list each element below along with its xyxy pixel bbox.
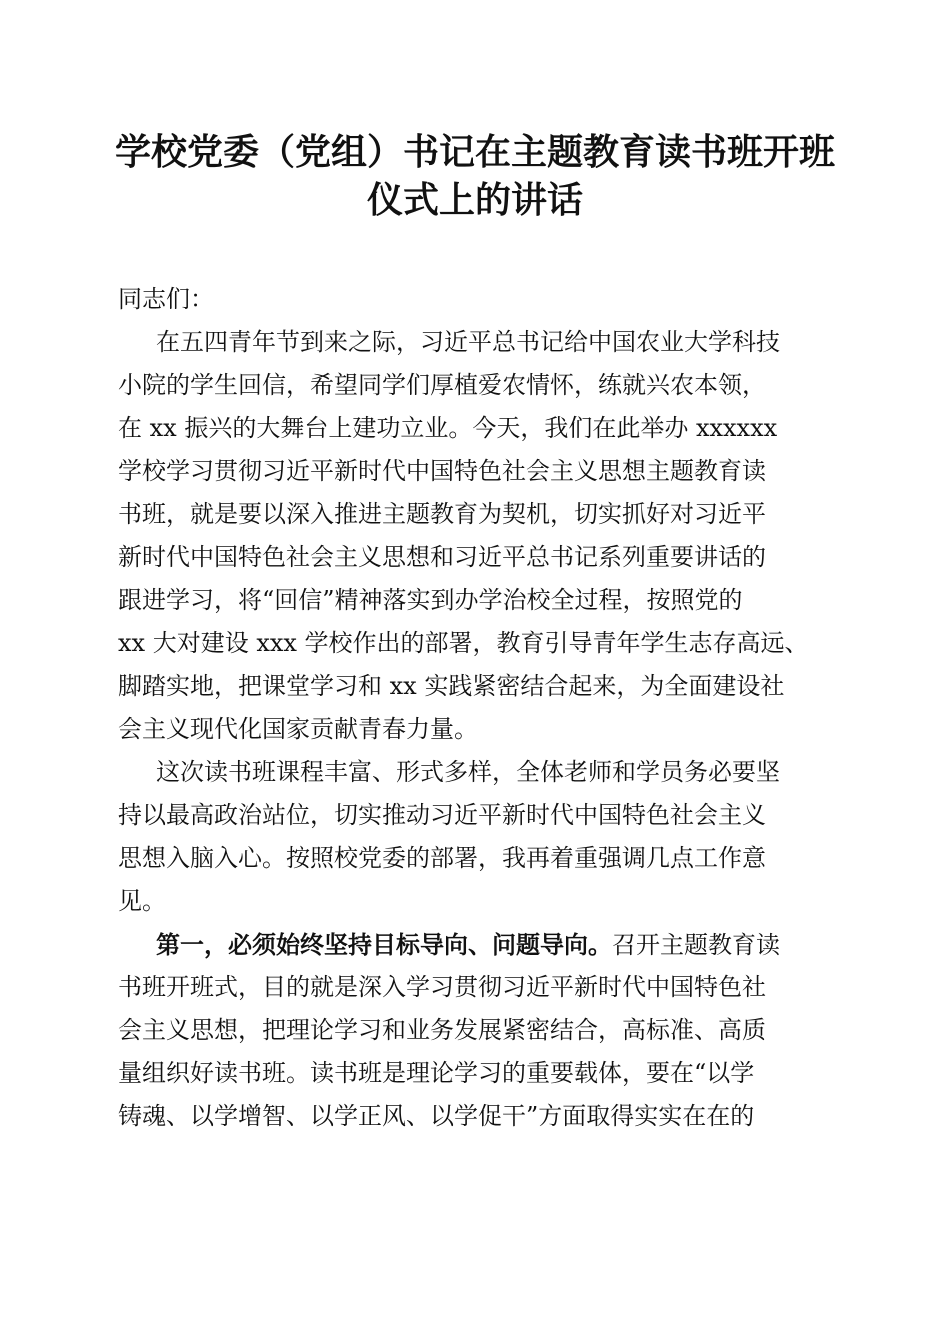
- paragraph-3-first-line: [118, 923, 830, 966]
- title-line-1: 学校党委（党组）书记在主题教育读书班开班: [114, 131, 835, 173]
- document-title: [110, 128, 840, 224]
- paragraph-3-line: 量组织好读书班。读书班是理论学习的重要载体，要在“以学: [118, 1059, 755, 1087]
- paragraph-1-line: 脚踏实地，把课堂学习和 xx 实践紧密结合起来，为全面建设社: [118, 672, 785, 700]
- paragraph-1-line: 在五四青年节到来之际，习近平总书记给中国农业大学科技: [156, 328, 780, 356]
- paragraph-2-line: 这次读书班课程丰富、形式多样，全体老师和学员务必要坚: [156, 758, 780, 786]
- paragraph-1-line: 书班，就是要以深入推进主题教育为契机，切实抓好对习近平: [118, 500, 766, 528]
- paragraph-3-line: 书班开班式，目的就是深入学习贯彻习近平新时代中国特色社: [118, 973, 766, 1001]
- paragraph-2-line: 思想入脑入心。按照校党委的部署，我再着重强调几点工作意: [118, 844, 766, 872]
- title-line-2: 仪式上的讲话: [366, 179, 583, 221]
- paragraph-1-line: 小院的学生回信，希望同学们厚植爱农情怀，练就兴农本领，: [118, 371, 766, 399]
- salutation: 同志们：: [118, 285, 214, 313]
- paragraph-3-line: 铸魂、以学增智、以学正风、以学促干”方面取得实实在在的: [118, 1102, 755, 1130]
- paragraph-1-line: 学校学习贯彻习近平新时代中国特色社会主义思想主题教育读: [118, 457, 766, 485]
- paragraph-1-line: 跟进学习，将“回信”精神落实到办学治校全过程，按照党的: [118, 586, 743, 614]
- paragraph-1-line: 会主义现代化国家贡献青春力量。: [118, 715, 478, 743]
- document-body: [118, 278, 830, 1138]
- paragraph-1-line: xx 大对建设 xxx 学校作出的部署，教育引导青年学生志存高远、: [118, 629, 809, 657]
- paragraph-1-line: 新时代中国特色社会主义思想和习近平总书记系列重要讲话的: [118, 543, 766, 571]
- paragraph-2-line: 见。: [118, 887, 166, 915]
- paragraph-3-first-rest: 召开主题教育读: [612, 931, 780, 959]
- paragraph-3-heading: 第一，必须始终坚持目标导向、问题导向。: [156, 930, 612, 959]
- paragraph-3-line: 会主义思想，把理论学习和业务发展紧密结合，高标准、高质: [118, 1016, 766, 1044]
- paragraph-2-line: 持以最高政治站位，切实推动习近平新时代中国特色社会主义: [118, 801, 766, 829]
- paragraph-1-line: 在 xx 振兴的大舞台上建功立业。今天，我们在此举办 xxxxxx: [118, 414, 778, 442]
